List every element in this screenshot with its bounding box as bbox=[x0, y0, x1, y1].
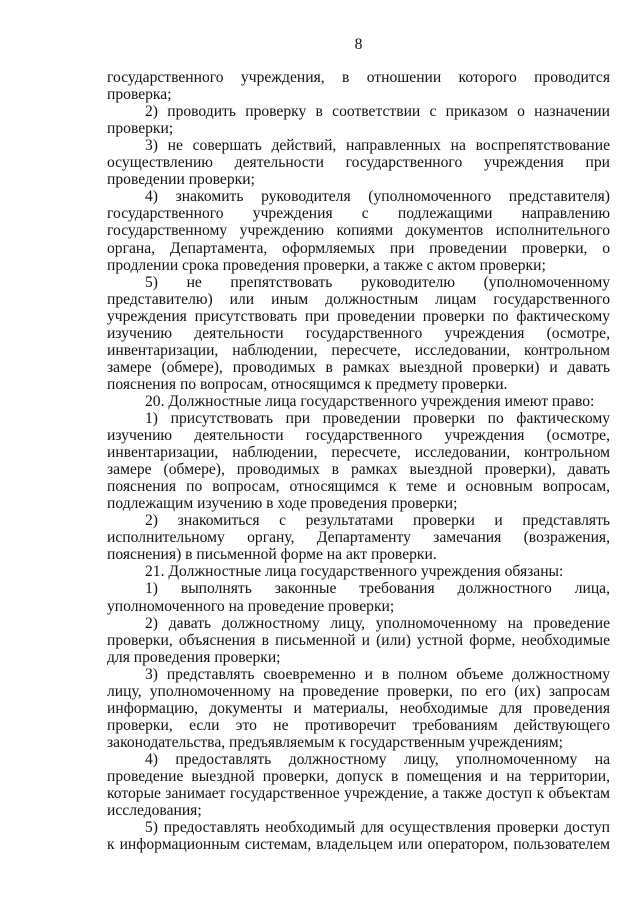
paragraph-section-21-item-3: 3) представлять своевременно и в полном объеме должностному лицу, уполномоченному на проведение проверки, по его (их) запросам информацию, документы и материалы, необходимые для проведения проверки, если это не противоречит требованиям действующего законодательства, предъявляемым к государственным учреждениям; bbox=[107, 665, 610, 751]
paragraph-section-21-item-4: 4) предоставлять должностному лицу, уполномоченному на проведение выездной проверки, допуск в помещения и на территории, которые занимает государственное учреждение, а также доступ к объектам исследования; bbox=[107, 750, 610, 820]
paragraph-section-21: 21. Должностные лица государственного учреждения обязаны: bbox=[145, 563, 564, 581]
paragraph-section-21-item-5: 5) предоставлять необходимый для осуществления проверки доступ к информационным системам, владельцем или оператором, пользователем bbox=[107, 819, 610, 854]
paragraph-item-4: 4) знакомить руководителя (уполномоченного представителя) государственного учреждения с подлежащими направлению государственному учреждению копиями документов исполнительного органа, Департамента, оформляемых при проведении проверки, о продлении срока проведения проверки, а также с актом проверки; bbox=[107, 188, 610, 274]
paragraph-item-5: 5) не препятствовать руководителю (уполномоченному представителю) или иным должностным лицам государственного учреждения присутствовать при проведении проверки по фактическому изучению деятельности государственного учреждения (осмотре, инвентаризации, наблюдении, пересчете, исследовании, контрольном замере (обмере), проводимых в рамках выездной проверки) и давать пояснения по вопросам, относящимся к предмету проверки. bbox=[107, 273, 610, 393]
paragraph-continuation: государственного учреждения, в отношении которого проводится проверка; bbox=[107, 69, 610, 104]
paragraph-item-2: 2) проводить проверку в соответствии с приказом о назначении проверки; bbox=[107, 103, 610, 138]
paragraph-item-3: 3) не совершать действий, направленных на воспрепятствование осуществлению деятельности государственного учреждения при проведении проверки; bbox=[107, 137, 610, 189]
paragraph-section-21-item-1: 1) выполнять законные требования должностного лица, уполномоченного на проведение проверки; bbox=[107, 580, 610, 615]
paragraph-section-20: 20. Должностные лица государственного учреждения имеют право: bbox=[145, 392, 595, 410]
paragraph-section-20-item-1: 1) присутствовать при проведении проверки по фактическому изучению деятельности государственного учреждения (осмотре, инвентаризации, наблюдении, пересчете, исследовании, контрольном замере (обмере), проводимых в рамках выездной проверки), давать пояснения по вопросам, относящимся к теме и основным вопросам, подлежащим изучению в ходе проведения проверки; bbox=[107, 409, 610, 513]
paragraph-section-21-item-2: 2) давать должностному лицу, уполномоченному на проведение проверки, объяснения в письменной и (или) устной форме, необходимые для проведения проверки; bbox=[107, 614, 610, 666]
page-number: 8 bbox=[354, 36, 363, 53]
paragraph-section-20-item-2: 2) знакомиться с результатами проверки и представлять исполнительному органу, Департаменту замечания (возражения, пояснения) в письменной форме на акт проверки. bbox=[107, 512, 610, 564]
